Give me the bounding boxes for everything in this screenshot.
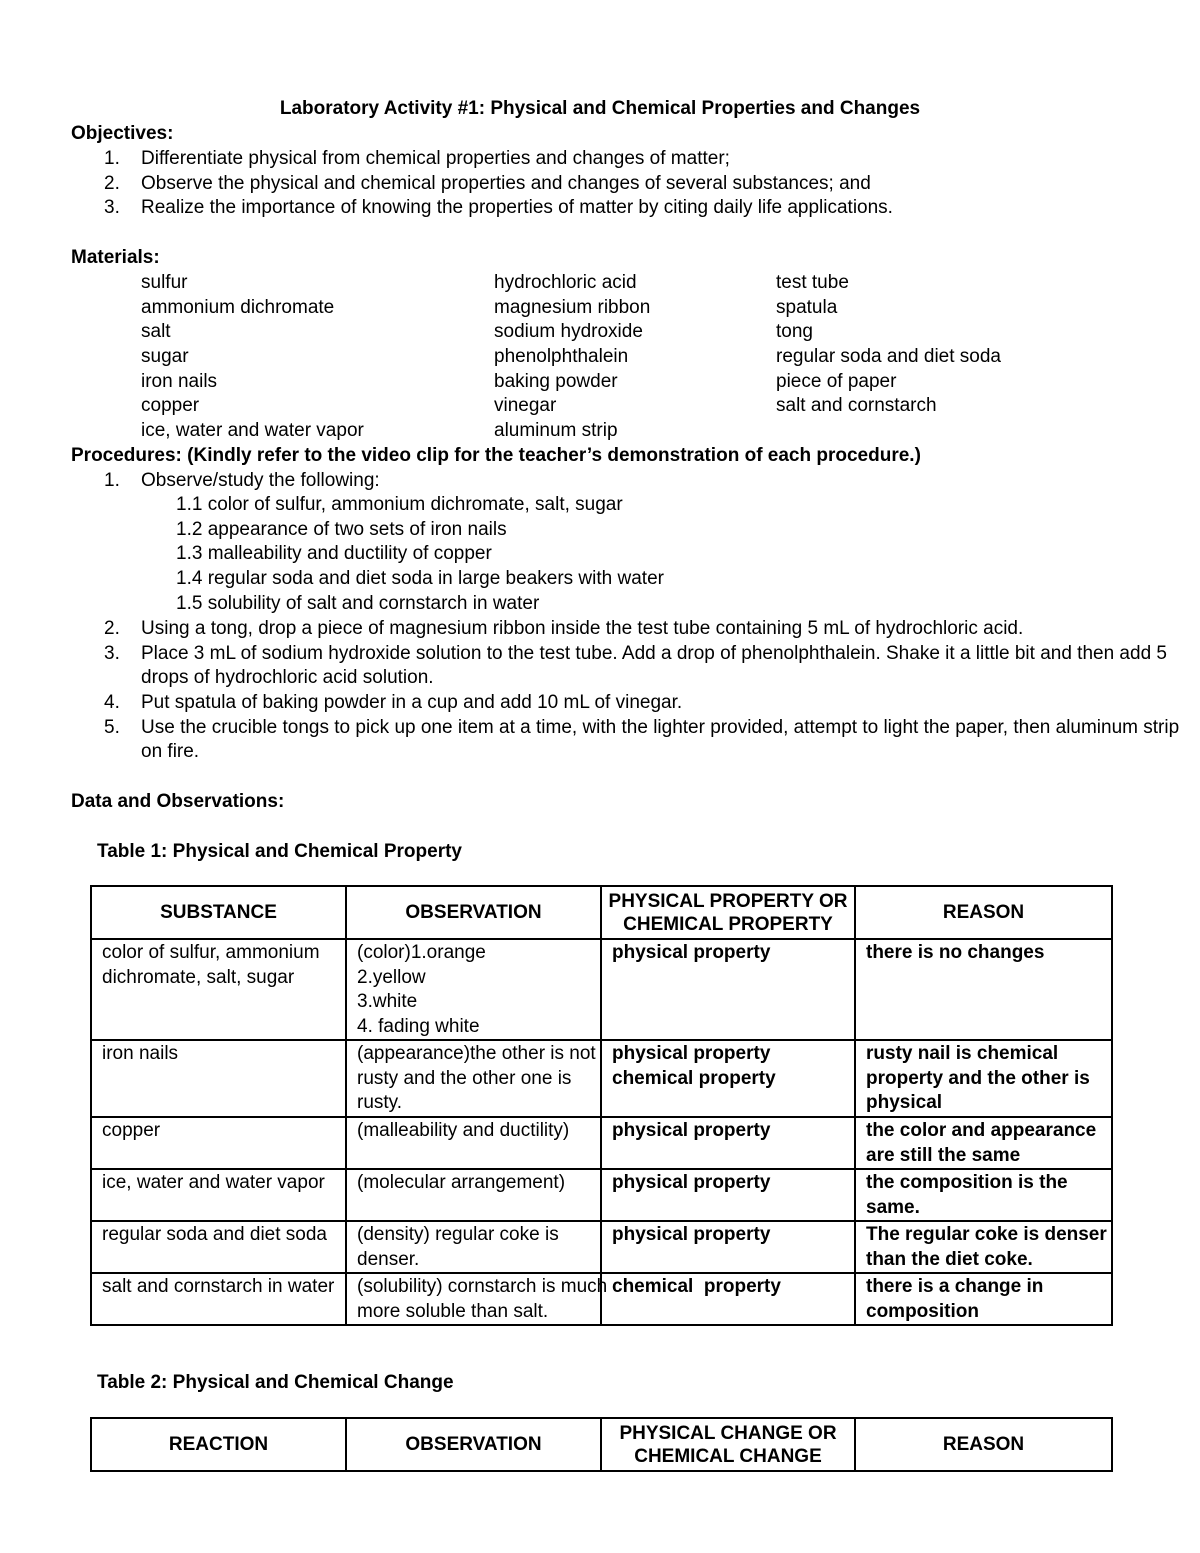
material-item: ice, water and water vapor [141,420,364,441]
substance-cell [91,939,346,1040]
material-item: salt and cornstarch [776,395,937,416]
material-item: sugar [141,346,189,367]
procedure-step: Put spatula of baking powder in a cup and add 10 mL of vinegar. [141,692,683,713]
material-item: salt [141,321,171,342]
objective-item: Differentiate physical from chemical properties and changes of matter; [141,148,730,169]
procedure-number: 1. [104,470,120,491]
cell-line: (malleability and ductility) [357,1120,570,1141]
material-item: tong [776,321,813,342]
cell-line: 2.yellow [357,966,426,988]
procedure-number: 4. [104,692,120,713]
header-reaction: REACTION [91,1418,346,1471]
property-cell [601,1221,855,1273]
cell-line: 3.white [357,991,418,1012]
header-substance: SUBSTANCE [91,886,346,939]
procedure-substep: 1.1 color of sulfur, ammonium dichromate, salt, sugar [176,494,623,515]
table2 [90,1417,1113,1472]
cell-line: same. [866,1196,920,1218]
material-item: baking powder [494,371,618,392]
cell-line: than the diet coke. [866,1248,1033,1270]
material-item: sulfur [141,272,188,293]
procedure-substep: 1.3 malleability and ductility of copper [176,543,492,564]
cell-line: (solubility) cornstarch is much [357,1276,608,1297]
cell-line: The regular coke is denser [866,1224,1107,1245]
table-row [91,1273,1112,1325]
table-row [91,1117,1112,1169]
procedure-step: Observe/study the following: [141,470,380,491]
table2-header-row [91,1418,1112,1471]
cell-line: 4. fading white [357,1015,480,1037]
cell-line: regular soda and diet soda [102,1224,327,1245]
header-line: CHEMICAL CHANGE [634,1445,822,1467]
cell-line: salt and cornstarch in water [102,1276,335,1297]
cell-line: (color)1.orange [357,942,486,963]
reason-cell [855,1221,1112,1273]
observation-cell [346,1273,608,1325]
procedure-step-continued: on fire. [141,741,200,762]
cell-line: (appearance)the other is not [357,1043,596,1064]
observation-cell [346,939,601,1040]
header-change-type [601,1418,855,1471]
cell-line: rusty. [357,1092,403,1113]
cell-line: rusty nail is chemical [866,1043,1059,1064]
cell-line: physical [866,1092,943,1113]
procedure-number: 3. [104,643,120,664]
header-reason: REASON [855,886,1112,939]
table-row [91,1169,1112,1221]
observation-cell [346,1117,601,1169]
procedure-step: Using a tong, drop a piece of magnesium ribbon inside the test tube containing 5 mL of hydrochloric acid. [141,618,1024,639]
header-observation: OBSERVATION [346,886,601,939]
substance-cell [91,1221,346,1273]
reason-cell [855,1117,1112,1169]
observation-cell [346,1169,601,1221]
observation-cell [346,1040,601,1117]
cell-line: (molecular arrangement) [357,1172,566,1193]
materials-heading: Materials: [71,247,160,268]
cell-line: physical property [612,1043,771,1064]
cell-line: dichromate, salt, sugar [102,966,295,988]
cell-line: rusty and the other one is [357,1067,572,1089]
cell-line: there is a change in [866,1276,1044,1297]
cell-line: physical property [612,1172,771,1193]
objective-item: Observe the physical and chemical properties and changes of several substances; and [141,173,871,194]
procedure-step: Use the crucible tongs to pick up one item at a time, with the lighter provided, attempt to light the paper, then aluminum strip [141,717,1180,738]
objective-item: Realize the importance of knowing the properties of matter by citing daily life applications. [141,197,893,218]
cell-line: chemical property [612,1067,776,1089]
material-item: sodium hydroxide [494,321,643,342]
procedure-step-continued: drops of hydrochloric acid solution. [141,667,434,688]
material-item: ammonium dichromate [141,297,335,318]
reason-cell [855,1273,1112,1325]
header-reason: REASON [855,1418,1112,1471]
substance-cell [91,1273,346,1325]
table1 [90,885,1113,1326]
cell-line: (density) regular coke is [357,1224,559,1245]
header-line: CHEMICAL PROPERTY [623,913,833,935]
header-observation: OBSERVATION [346,1418,601,1471]
header-line: PHYSICAL PROPERTY OR [608,890,848,912]
procedure-substep: 1.2 appearance of two sets of iron nails [176,519,507,540]
material-item: hydrochloric acid [494,272,637,293]
property-cell [601,939,855,1040]
substance-cell [91,1040,346,1117]
table1-title: Table 1: Physical and Chemical Property [97,841,462,862]
objectives-heading: Objectives: [71,123,174,144]
data-observations-heading: Data and Observations: [71,791,285,812]
material-item: copper [141,395,200,416]
property-cell [601,1040,855,1117]
property-cell [601,1169,855,1221]
header-line: PHYSICAL CHANGE OR [619,1422,837,1444]
cell-line: the color and appearance [866,1120,1097,1141]
cell-line: physical property [612,942,771,963]
objective-number: 1. [104,148,120,169]
material-item: iron nails [141,371,218,392]
table1-header-row [91,886,1112,939]
reason-cell [855,1169,1112,1221]
property-cell [601,1273,855,1325]
header-property-type [601,886,855,939]
table-row [91,1221,1112,1273]
observation-cell [346,1221,601,1273]
objective-number: 3. [104,197,120,218]
procedure-substep: 1.4 regular soda and diet soda in large beakers with water [176,568,664,589]
cell-line: physical property [612,1224,771,1245]
cell-line: chemical property [612,1276,781,1297]
cell-line: there is no changes [866,942,1045,963]
material-item: aluminum strip [494,420,618,441]
table2-title: Table 2: Physical and Chemical Change [97,1372,454,1393]
material-item: piece of paper [776,371,897,392]
material-item: spatula [776,297,838,318]
cell-line: property and the other is [866,1067,1090,1089]
table-row [91,939,1112,1040]
substance-cell [91,1117,346,1169]
table-row [91,1040,1112,1117]
material-item: magnesium ribbon [494,297,651,318]
material-item: regular soda and diet soda [776,346,1001,367]
objective-number: 2. [104,173,120,194]
cell-line: iron nails [102,1043,179,1064]
cell-line: more soluble than salt. [357,1300,549,1322]
substance-cell [91,1169,346,1221]
procedure-substep: 1.5 solubility of salt and cornstarch in water [176,593,540,614]
procedure-number: 5. [104,717,120,738]
cell-line: composition [866,1300,979,1322]
procedure-step: Place 3 mL of sodium hydroxide solution to the test tube. Add a drop of phenolphthalein. Shake it a little bit and then add 5 [141,643,1167,664]
cell-line: copper [102,1120,161,1141]
reason-cell [855,939,1112,1040]
cell-line: are still the same [866,1144,1021,1166]
material-item: phenolphthalein [494,346,629,367]
procedure-number: 2. [104,618,120,639]
cell-line: the composition is the [866,1172,1068,1193]
procedures-heading: Procedures: (Kindly refer to the video clip for the teacher’s demonstration of each procedure.) [71,445,921,466]
cell-line: color of sulfur, ammonium [102,942,320,963]
reason-cell [855,1040,1112,1117]
cell-line: denser. [357,1248,420,1270]
cell-line: physical property [612,1120,771,1141]
material-item: test tube [776,272,849,293]
document-title: Laboratory Activity #1: Physical and Chemical Properties and Changes [279,98,921,119]
property-cell [601,1117,855,1169]
material-item: vinegar [494,395,557,416]
cell-line: ice, water and water vapor [102,1172,325,1193]
